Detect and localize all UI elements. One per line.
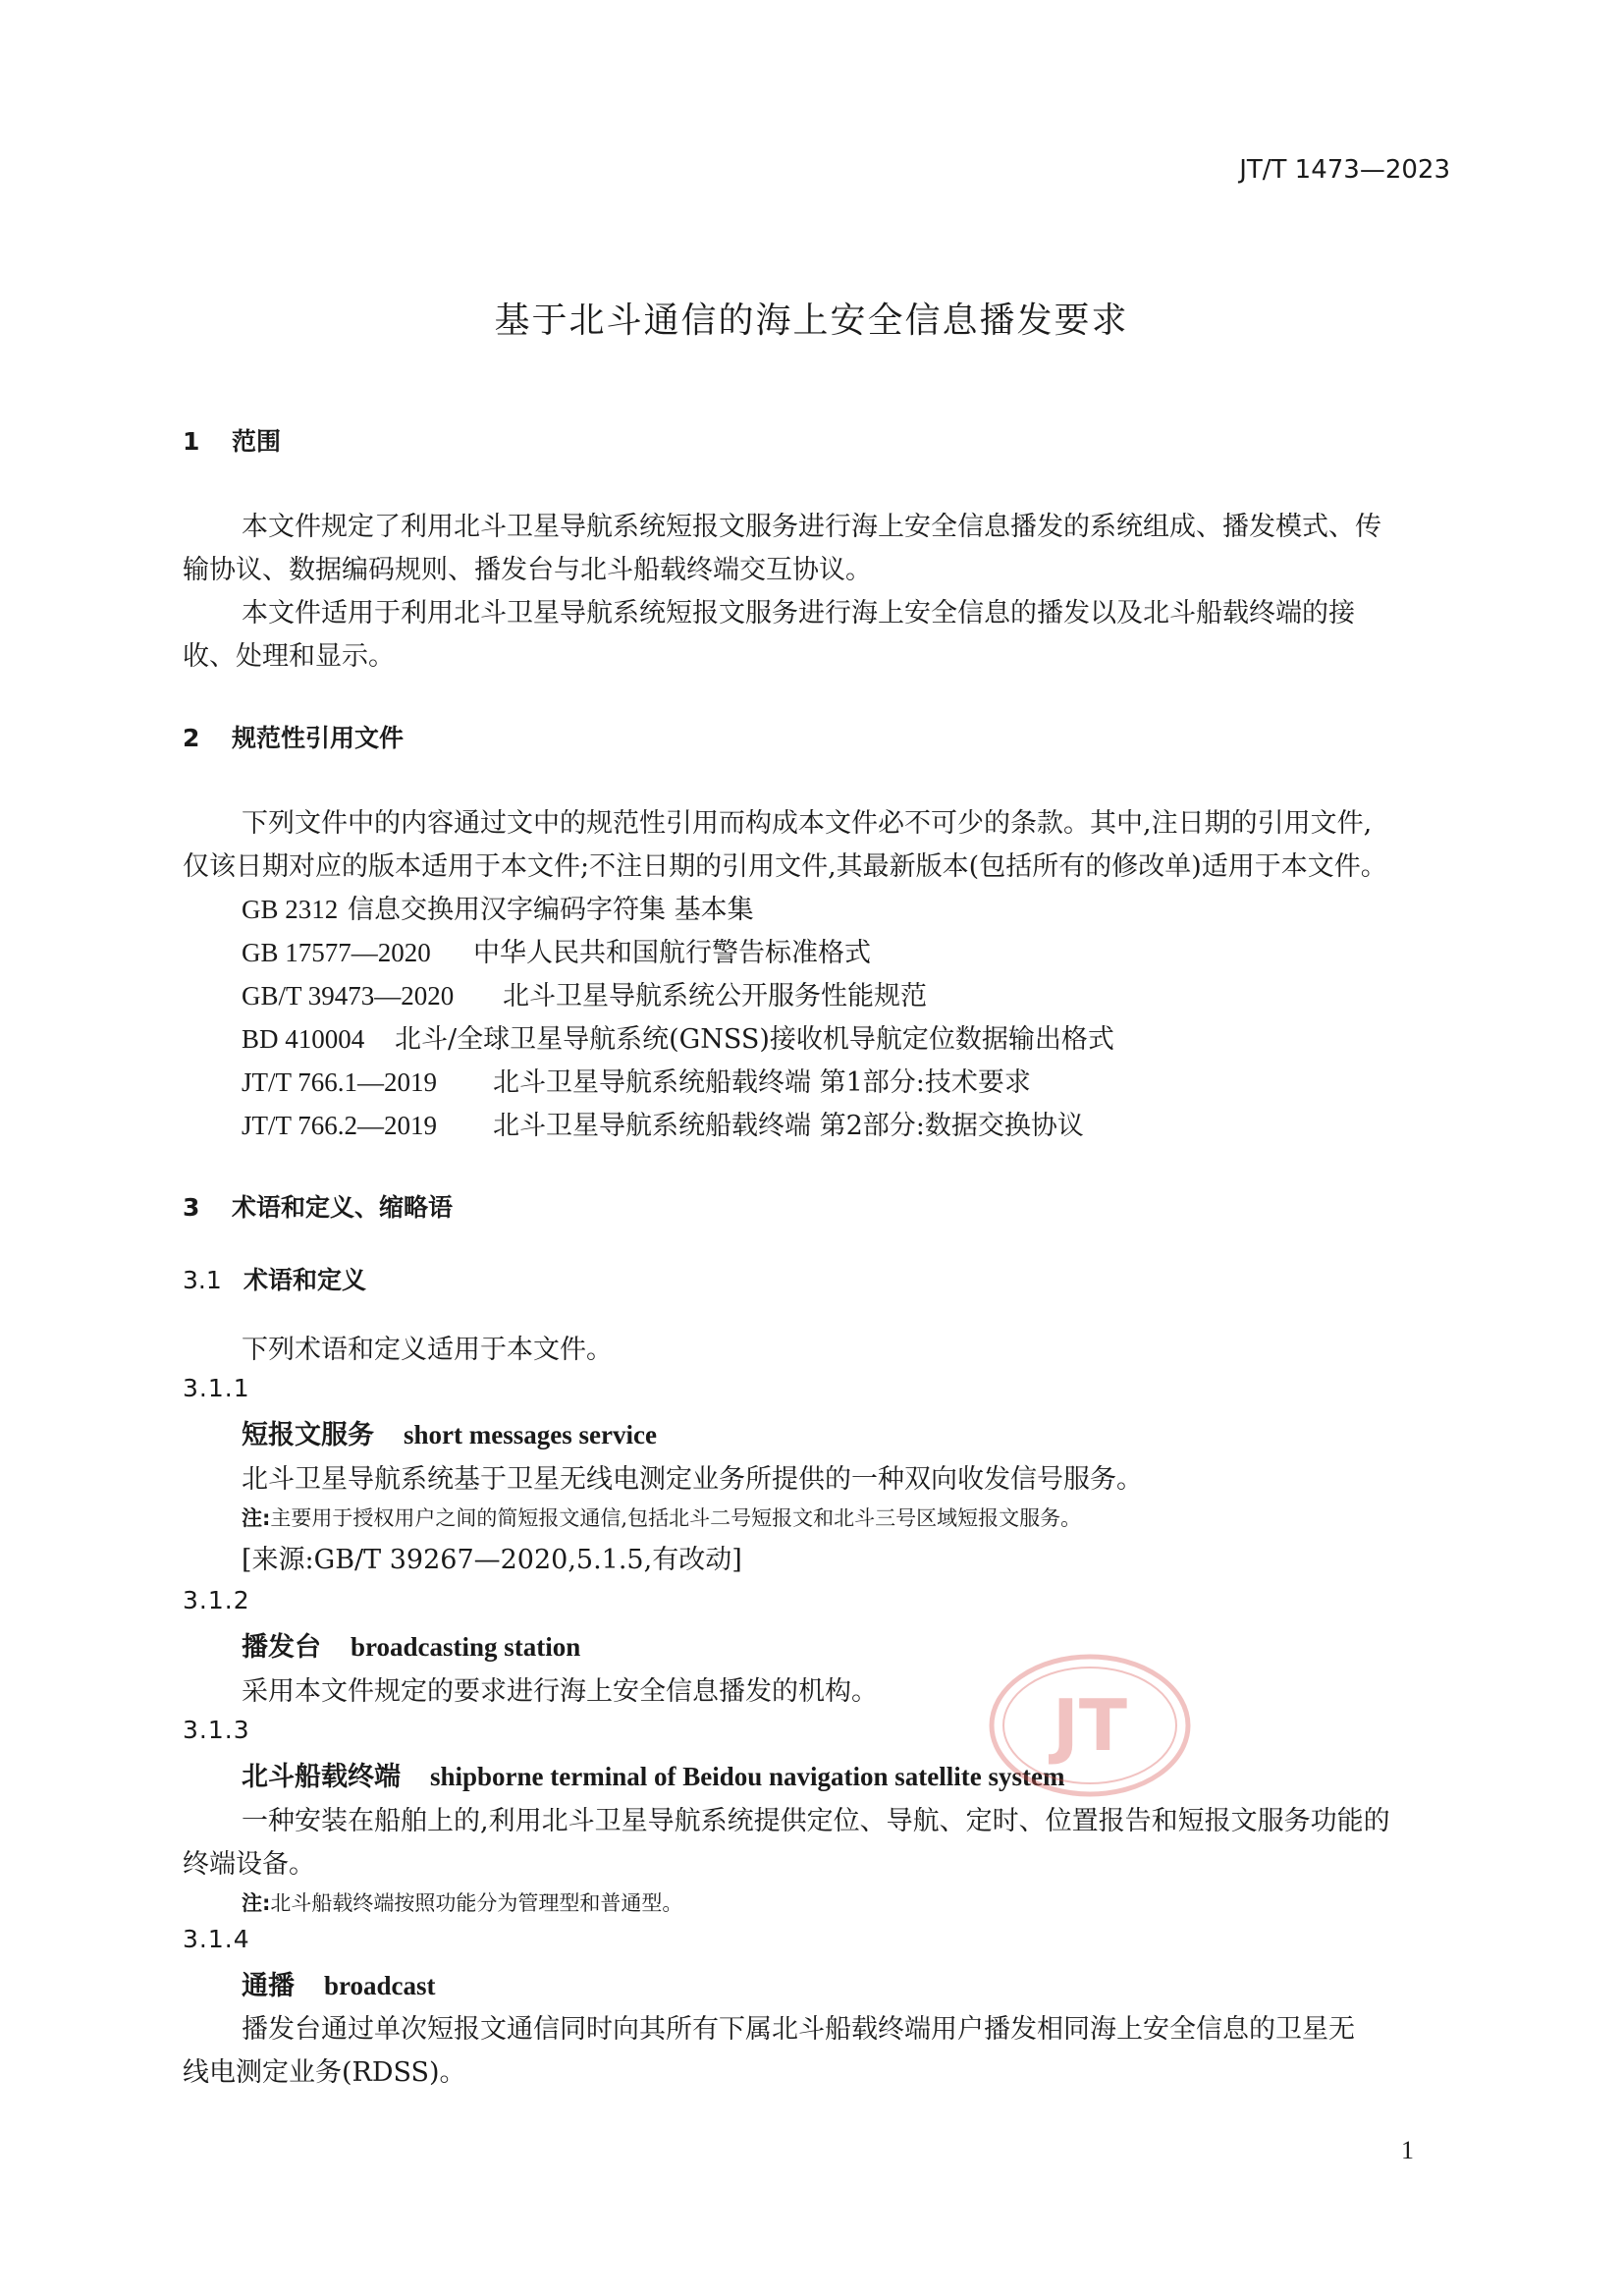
reference-title: 中华人民共和国航行警告标准格式 bbox=[473, 938, 871, 968]
term-zh: 通播 bbox=[242, 1971, 295, 2001]
term-number: 3.1.2 bbox=[183, 1586, 250, 1614]
reference-item bbox=[242, 1061, 1031, 1099]
paragraph-line: 下列术语和定义适用于本文件。 bbox=[242, 1335, 613, 1365]
page-number: 1 bbox=[1401, 2136, 1414, 2164]
subsection-number: 3.1 bbox=[183, 1266, 222, 1294]
term-definition: 播发台通过单次短报文通信同时向其所有下属北斗船载终端用户播发相同海上安全信息的卫星无 bbox=[242, 2014, 1355, 2045]
document-code: JT/T 1473—2023 bbox=[1239, 155, 1450, 185]
term-zh: 短报文服务 bbox=[242, 1420, 374, 1450]
term-en: broadcasting station bbox=[351, 1632, 581, 1662]
reference-title: 北斗卫星导航系统船载终端 第2部分:数据交换协议 bbox=[493, 1111, 1084, 1141]
term-heading bbox=[242, 1625, 580, 1664]
section-number: 2 bbox=[183, 724, 200, 752]
reference-title: 信息交换用汉字编码字符集 基本集 bbox=[348, 895, 754, 925]
reference-title: 北斗卫星导航系统公开服务性能规范 bbox=[503, 981, 927, 1011]
section-1-heading bbox=[183, 422, 281, 458]
term-number: 3.1.3 bbox=[183, 1716, 250, 1744]
section-2-heading bbox=[183, 719, 404, 754]
section-title: 术语和定义、缩略语 bbox=[232, 1193, 454, 1222]
term-definition: 北斗卫星导航系统基于卫星无线电测定业务所提供的一种双向收发信号服务。 bbox=[242, 1464, 1143, 1495]
term-source: [来源:GB/T 39267—2020,5.1.5,有改动] bbox=[242, 1545, 742, 1575]
note-label: 注: bbox=[242, 1506, 271, 1530]
reference-title: 北斗/全球卫星导航系统(GNSS)接收机导航定位数据输出格式 bbox=[395, 1024, 1114, 1055]
subsection-3-1-heading bbox=[183, 1261, 366, 1296]
term-en: short messages service bbox=[404, 1420, 657, 1449]
reference-code: GB/T 39473—2020 bbox=[242, 981, 455, 1011]
reference-item bbox=[242, 888, 754, 926]
term-en: shipborne terminal of Beidou navigation satellite system bbox=[430, 1762, 1065, 1791]
watermark-text: JT bbox=[1053, 1684, 1127, 1767]
term-note bbox=[242, 1887, 682, 1917]
reference-code: JT/T 766.1—2019 bbox=[242, 1067, 438, 1097]
term-note bbox=[242, 1503, 1081, 1532]
document-title: 基于北斗通信的海上安全信息播发要求 bbox=[494, 301, 1129, 341]
term-heading bbox=[242, 1964, 436, 2002]
term-definition: 采用本文件规定的要求进行海上安全信息播发的机构。 bbox=[242, 1676, 878, 1707]
reference-item bbox=[242, 974, 927, 1012]
section-3-heading bbox=[183, 1188, 453, 1224]
paragraph-line: 本文件规定了利用北斗卫星导航系统短报文服务进行海上安全信息播发的系统组成、播发模式、传 bbox=[242, 512, 1381, 542]
reference-code: GB 2312 bbox=[242, 895, 339, 924]
term-heading bbox=[242, 1755, 1065, 1793]
term-definition: 终端设备。 bbox=[183, 1849, 315, 1880]
term-definition: 线电测定业务(RDSS)。 bbox=[183, 2057, 466, 2088]
section-number: 1 bbox=[183, 427, 200, 456]
section-number: 3 bbox=[183, 1193, 200, 1222]
paragraph-line: 收、处理和显示。 bbox=[183, 641, 395, 672]
jt-watermark-seal bbox=[987, 1652, 1193, 1799]
section-title: 范围 bbox=[232, 427, 282, 456]
paragraph-line: 本文件适用于利用北斗卫星导航系统短报文服务进行海上安全信息的播发以及北斗船载终端的接 bbox=[242, 598, 1355, 629]
term-zh: 播发台 bbox=[242, 1632, 321, 1663]
term-definition: 一种安装在船舶上的,利用北斗卫星导航系统提供定位、导航、定时、位置报告和短报文服务功能的 bbox=[242, 1806, 1390, 1836]
reference-title: 北斗卫星导航系统船载终端 第1部分:技术要求 bbox=[493, 1067, 1031, 1098]
reference-item bbox=[242, 1017, 1114, 1056]
reference-code: BD 410004 bbox=[242, 1024, 365, 1054]
paragraph-line: 输协议、数据编码规则、播发台与北斗船载终端交互协议。 bbox=[183, 555, 872, 585]
paragraph-line: 下列文件中的内容通过文中的规范性引用而构成本文件必不可少的条款。其中,注日期的引用文件, bbox=[242, 808, 1373, 839]
reference-item bbox=[242, 1104, 1084, 1142]
subsection-title: 术语和定义 bbox=[243, 1266, 367, 1294]
note-label: 注: bbox=[242, 1891, 271, 1915]
paragraph-line: 仅该日期对应的版本适用于本文件;不注日期的引用文件,其最新版本(包括所有的修改单)适用于本文件。 bbox=[183, 851, 1387, 882]
term-heading bbox=[242, 1413, 657, 1451]
reference-item bbox=[242, 931, 871, 969]
term-en: broadcast bbox=[324, 1971, 436, 2000]
reference-code: GB 17577—2020 bbox=[242, 938, 431, 967]
section-title: 规范性引用文件 bbox=[232, 724, 405, 752]
term-number: 3.1.1 bbox=[183, 1374, 250, 1402]
note-text: 主要用于授权用户之间的简短报文通信,包括北斗二号短报文和北斗三号区域短报文服务。 bbox=[270, 1506, 1082, 1530]
reference-code: JT/T 766.2—2019 bbox=[242, 1111, 438, 1140]
term-zh: 北斗船载终端 bbox=[242, 1762, 401, 1792]
note-text: 北斗船载终端按照功能分为管理型和普通型。 bbox=[270, 1891, 683, 1915]
term-number: 3.1.4 bbox=[183, 1925, 250, 1953]
